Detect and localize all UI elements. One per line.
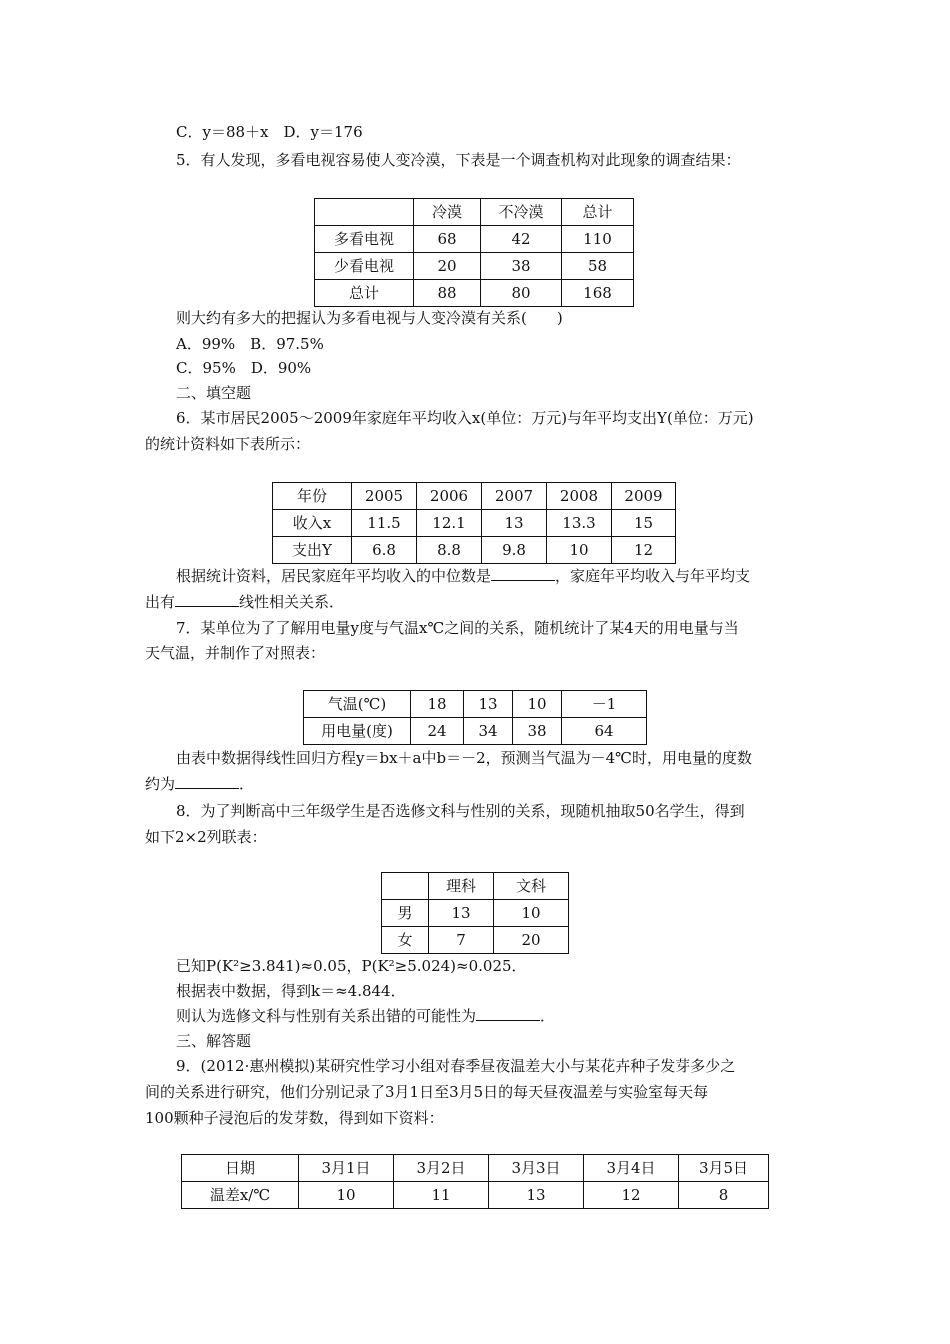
table-cell: 3月2日 (394, 1155, 489, 1182)
q6-table (272, 482, 676, 564)
table-cell: 少看电视 (315, 253, 414, 280)
table-cell: 3月4日 (584, 1155, 679, 1182)
table-row (315, 226, 634, 253)
q7-after-2b: ． (239, 775, 255, 793)
table-cell: 12 (612, 537, 676, 564)
q6-after-2b: 线性相关关系． (239, 593, 345, 611)
q7-after-2a: 约为 (145, 775, 176, 793)
q8-after-3b: ． (540, 1007, 556, 1025)
q6-stem-1: 6．某市居民2005～2009年家庭年平均收入x(单位：万元)与年平均支出Y(单位：万元) (176, 409, 754, 427)
table-cell: 10 (513, 691, 562, 718)
table-cell: 20 (494, 927, 569, 954)
q5-stem: 5．有人发现，多看电视容易使人变冷漠，下表是一个调查机构对此现象的调查结果： (176, 151, 741, 169)
table-cell: 11 (394, 1182, 489, 1209)
table-cell: 20 (414, 253, 481, 280)
table-cell: 用电量(度) (304, 718, 411, 745)
q8-after-1: 已知P(K²≥3.841)≈0.05，P(K²≥5.024)≈0.025． (176, 957, 527, 975)
table-cell: 8.8 (417, 537, 482, 564)
table-cell (382, 873, 429, 900)
q7-after-2 (145, 774, 254, 794)
table-cell: 女 (382, 927, 429, 954)
table-cell: 理科 (429, 873, 494, 900)
table-cell: 13 (489, 1182, 584, 1209)
table-cell: 42 (481, 226, 562, 253)
table-cell: 支出Y (273, 537, 352, 564)
table-cell: 24 (411, 718, 464, 745)
q6-after-1a: 根据统计资料，居民家庭年平均收入的中位数是 (176, 567, 492, 585)
answer-blank[interactable] (476, 1006, 540, 1021)
table-cell: 10 (299, 1182, 394, 1209)
table-cell: 3月3日 (489, 1155, 584, 1182)
table-cell: 年份 (273, 483, 352, 510)
q9-stem-2: 间的关系进行研究，他们分别记录了3月1日至3月5日的每天昼夜温差与实验室每天每 (145, 1083, 709, 1101)
q5-options-cd: C．95% D．90% (176, 359, 312, 377)
q5-options-ab: A．99% B．97.5% (176, 335, 324, 353)
table-row (315, 280, 634, 307)
q9-stem-3: 100颗种子浸泡后的发芽数，得到如下资料： (145, 1109, 444, 1127)
q8-table (381, 872, 569, 954)
table-cell (315, 199, 414, 226)
q8-after-3a: 则认为选修文科与性别有关系出错的可能性为 (176, 1007, 477, 1025)
table-row (315, 253, 634, 280)
q5-question: 则大约有多大的把握认为多看电视与人变冷漠有关系( ) (176, 309, 563, 327)
section-fill-in-title: 二、填空题 (176, 384, 252, 402)
table-cell: 2007 (482, 483, 547, 510)
table-row (273, 510, 676, 537)
table-cell: 10 (494, 900, 569, 927)
table-cell: 64 (562, 718, 647, 745)
q6-after-1b: ，家庭年平均收入与年平均支 (555, 567, 751, 585)
table-cell: 12.1 (417, 510, 482, 537)
table-cell: 12 (584, 1182, 679, 1209)
table-cell: 男 (382, 900, 429, 927)
table-cell: 88 (414, 280, 481, 307)
table-row (182, 1155, 769, 1182)
table-cell: 日期 (182, 1155, 299, 1182)
table-cell: 38 (481, 253, 562, 280)
q6-stem-2: 的统计资料如下表所示： (145, 435, 311, 453)
table-cell: 6.8 (352, 537, 417, 564)
table-cell: 10 (547, 537, 612, 564)
table-row (273, 537, 676, 564)
q8-after-3 (176, 1006, 555, 1026)
table-row (304, 718, 647, 745)
table-row (382, 900, 569, 927)
table-cell: 7 (429, 927, 494, 954)
table-cell: 2005 (352, 483, 417, 510)
table-cell: 文科 (494, 873, 569, 900)
table-cell: 168 (562, 280, 634, 307)
q5-table (314, 198, 634, 307)
table-cell: 2008 (547, 483, 612, 510)
q7-table (303, 690, 647, 745)
table-cell: 不冷漠 (481, 199, 562, 226)
q9-stem-1: 9．(2012·惠州模拟)某研究性学习小组对春季昼夜温差大小与某花卉种子发芽多少之 (176, 1057, 736, 1075)
answer-blank[interactable] (175, 592, 239, 607)
table-cell: 110 (562, 226, 634, 253)
table-row (182, 1182, 769, 1209)
q9-table (181, 1154, 769, 1209)
table-cell: 8 (679, 1182, 769, 1209)
table-cell: 80 (481, 280, 562, 307)
table-cell: 温差x/℃ (182, 1182, 299, 1209)
table-row (315, 199, 634, 226)
table-cell: 2006 (417, 483, 482, 510)
table-cell: 收入x (273, 510, 352, 537)
table-row (273, 483, 676, 510)
table-row (382, 873, 569, 900)
table-cell: 气温(℃) (304, 691, 411, 718)
q7-stem-2: 天气温，并制作了对照表： (145, 644, 326, 662)
table-cell: 多看电视 (315, 226, 414, 253)
q6-after-2 (145, 592, 344, 612)
table-cell: 11.5 (352, 510, 417, 537)
q8-after-2: 根据表中数据，得到k＝≈4.844． (176, 982, 406, 1000)
table-cell: 13 (482, 510, 547, 537)
answer-blank[interactable] (175, 774, 239, 789)
table-cell: 34 (464, 718, 513, 745)
table-cell: 15 (612, 510, 676, 537)
q6-after-2a: 出有 (145, 593, 176, 611)
table-cell: 2009 (612, 483, 676, 510)
table-cell: 68 (414, 226, 481, 253)
table-row (304, 691, 647, 718)
section-solution-title: 三、解答题 (176, 1032, 252, 1050)
table-cell: 58 (562, 253, 634, 280)
answer-blank[interactable] (491, 566, 555, 581)
table-row (382, 927, 569, 954)
table-cell: －1 (562, 691, 647, 718)
q6-after-1 (176, 566, 750, 586)
table-cell: 总计 (315, 280, 414, 307)
q7-after-1: 由表中数据得线性回归方程y＝bx＋a中b＝－2，预测当气温为－4℃时，用电量的度数 (176, 749, 752, 767)
table-cell: 13 (464, 691, 513, 718)
table-cell: 13.3 (547, 510, 612, 537)
table-cell: 18 (411, 691, 464, 718)
table-cell: 3月1日 (299, 1155, 394, 1182)
q7-stem-1: 7．某单位为了了解用电量y度与气温x℃之间的关系，随机统计了某4天的用电量与当 (176, 619, 739, 637)
q8-stem-2: 如下2×2列联表： (145, 828, 267, 846)
table-cell: 3月5日 (679, 1155, 769, 1182)
table-cell: 总计 (562, 199, 634, 226)
q8-stem-1: 8．为了判断高中三年级学生是否选修文科与性别的关系，现随机抽取50名学生，得到 (176, 802, 745, 820)
table-cell: 冷漠 (414, 199, 481, 226)
q4-options-cd: C．y＝88＋x D．y＝176 (176, 123, 363, 141)
table-cell: 13 (429, 900, 494, 927)
table-cell: 9.8 (482, 537, 547, 564)
table-cell: 38 (513, 718, 562, 745)
